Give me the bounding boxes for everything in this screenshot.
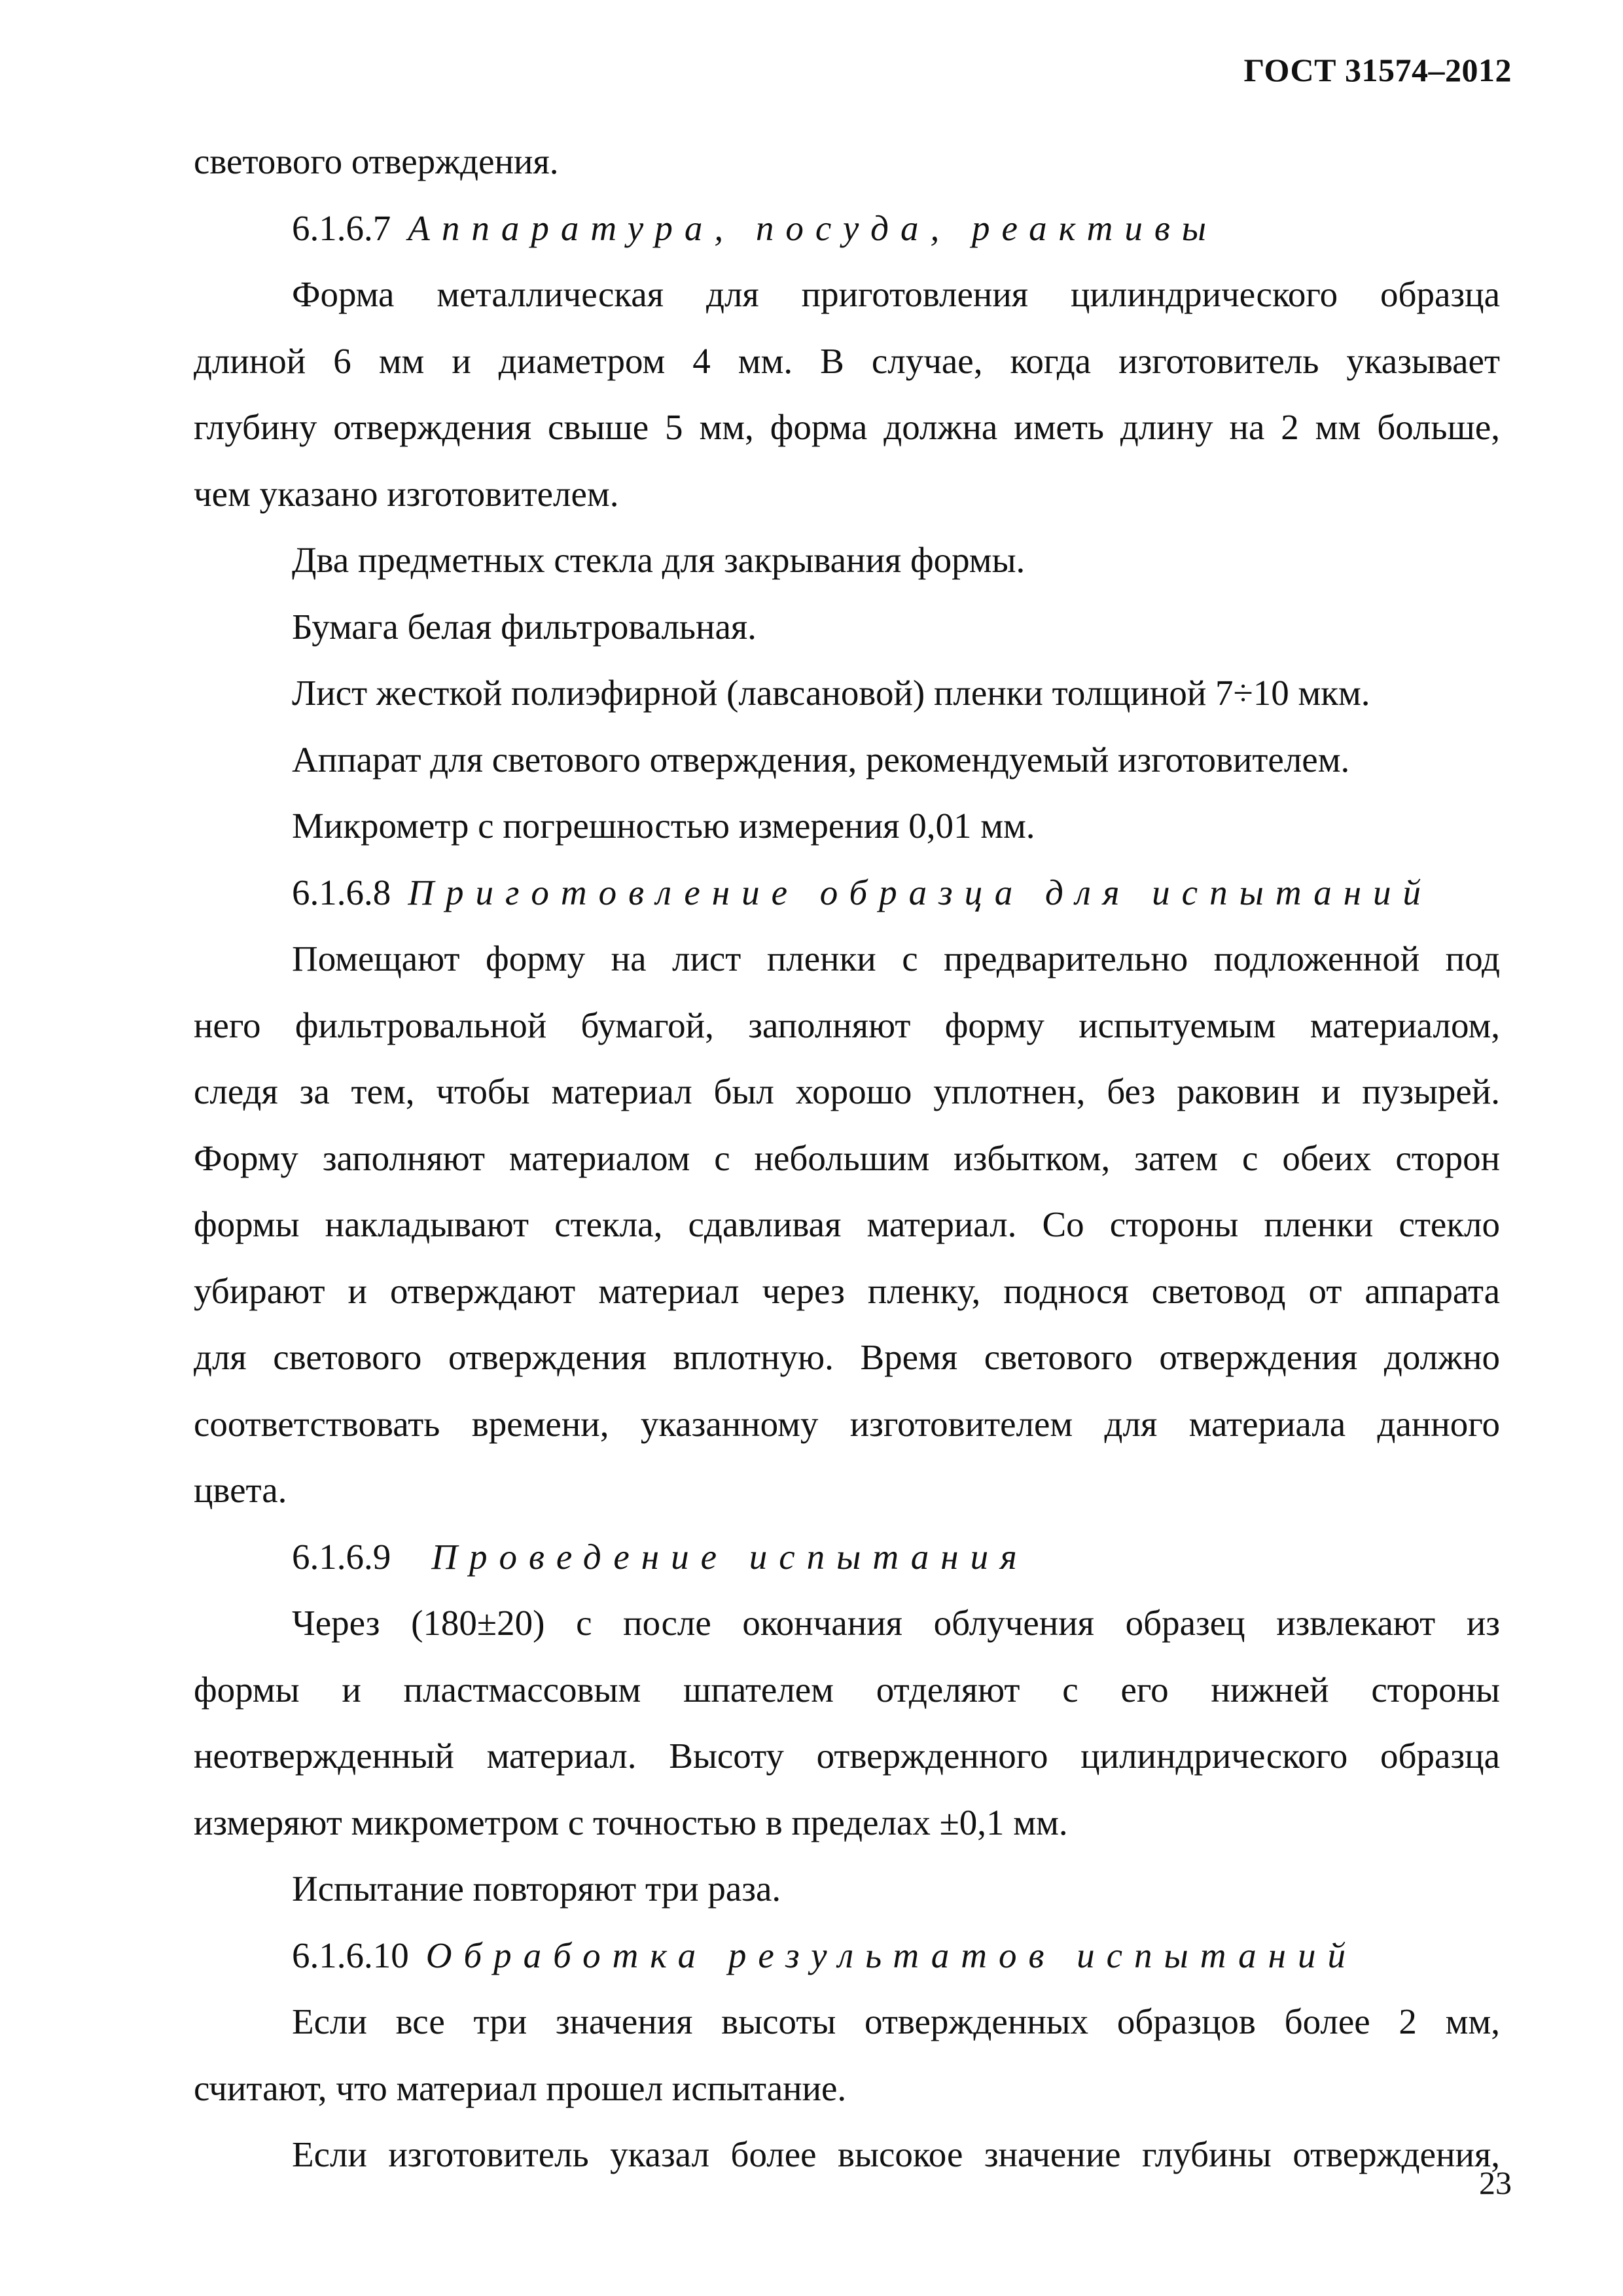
paragraph-line: [194, 1723, 1500, 1789]
section-title: Аппаратура, посуда, реактивы: [408, 207, 1219, 248]
paragraph-line: [194, 328, 1500, 395]
section-title: Обработка результатов испытаний: [425, 1935, 1357, 1975]
text-line: измеряют микрометром с точностью в пределах ±0,1 мм.: [194, 1802, 1068, 1842]
section-title: Приготовление образца для испытаний: [408, 872, 1433, 912]
paragraph: [194, 1856, 1500, 1922]
paragraph-line: [194, 1258, 1500, 1325]
section-number: 6.1.6.10: [292, 1935, 409, 1975]
text-line: Лист жесткой полиэфирной (лавсановой) пленки толщиной 7÷10 мкм.: [292, 673, 1370, 713]
text-line: цвета.: [194, 1470, 287, 1510]
paragraph: [194, 594, 1500, 660]
paragraph-line: [194, 461, 1500, 528]
text-line: Аппарат для светового отверждения, рекомендуемый изготовителем.: [292, 739, 1350, 780]
text-line: Форма металлическая для приготовления цилиндрического образца: [292, 274, 1500, 314]
paragraph-line: [194, 2055, 1500, 2122]
section-heading: [194, 195, 1500, 262]
paragraph-line: [194, 1789, 1500, 1856]
paragraph-line: [194, 1391, 1500, 1458]
text-line: убирают и отверждают материал через пленку, поднося световод от аппарата: [194, 1270, 1500, 1311]
paragraph-line: [194, 1058, 1500, 1125]
paragraph: [194, 1988, 1500, 2055]
text-line: соответствовать времени, указанному изготовителем для материала данного: [194, 1403, 1500, 1444]
paragraph: [194, 1590, 1500, 1657]
section-number: 6.1.6.8: [292, 872, 391, 912]
text-line: длиной 6 мм и диаметром 4 мм. В случае, когда изготовитель указывает: [194, 340, 1500, 381]
paragraph: [194, 261, 1500, 328]
body-text: [194, 128, 1500, 2188]
section-heading: [194, 859, 1500, 926]
paragraph-line: [194, 1125, 1500, 1192]
text-line: Если все три значения высоты отвержденных образцов более 2 мм,: [292, 2001, 1500, 2041]
text-line: Помещают форму на лист пленки с предварительно подложенной под: [292, 939, 1500, 978]
text-line: следя за тем, чтобы материал был хорошо уплотнен, без раковин и пузырей.: [194, 1071, 1500, 1111]
text-line: Если изготовитель указал более высокое значение глубины отверждения,: [292, 2134, 1500, 2174]
text-line: Два предметных стекла для закрывания формы.: [292, 540, 1026, 580]
section-number: 6.1.6.9: [292, 1536, 391, 1577]
text-line: чем указано изготовителем.: [194, 473, 619, 514]
paragraph-line: [194, 1324, 1500, 1391]
paragraph: [194, 527, 1500, 594]
paragraph: [194, 726, 1500, 793]
page-number: 23: [1479, 2164, 1512, 2201]
text-line: светового отверждения.: [194, 141, 559, 181]
document-code: ГОСТ 31574–2012: [1243, 52, 1512, 88]
paragraph-line: [194, 1457, 1500, 1524]
text-line: Микрометр с погрешностью измерения 0,01 мм.: [292, 806, 1035, 846]
paragraph-line: [194, 394, 1500, 461]
section-heading: [194, 1922, 1500, 1989]
text-line: Бумага белая фильтровальная.: [292, 606, 757, 647]
text-line: Через (180±20) с после окончания облучения образец извлекают из: [292, 1603, 1500, 1643]
paragraph: [194, 793, 1500, 859]
paragraph-line: [194, 1657, 1500, 1723]
section-title: Проведение испытания: [431, 1536, 1029, 1577]
paragraph: [194, 128, 1500, 195]
paragraph: [194, 925, 1500, 992]
paragraph: [194, 2121, 1500, 2188]
text-line: Испытание повторяют три раза.: [292, 1869, 781, 1909]
text-line: формы и пластмассовым шпателем отделяют с его нижней стороны: [194, 1669, 1500, 1710]
paragraph: [194, 660, 1500, 726]
paragraph-line: [194, 992, 1500, 1059]
section-number: 6.1.6.7: [292, 207, 391, 248]
text-line: Форму заполняют материалом с небольшим избытком, затем с обеих сторон: [194, 1138, 1500, 1178]
text-line: формы накладывают стекла, сдавливая материал. Со стороны пленки стекло: [194, 1204, 1500, 1244]
section-heading: [194, 1524, 1500, 1590]
text-line: него фильтровальной бумагой, заполняют форму испытуемым материалом,: [194, 1005, 1500, 1045]
text-line: неотвержденный материал. Высоту отвержденного цилиндрического образца: [194, 1736, 1500, 1776]
text-line: считают, что материал прошел испытание.: [194, 2068, 847, 2108]
text-line: глубину отверждения свыше 5 мм, форма должна иметь длину на 2 мм больше,: [194, 407, 1500, 447]
paragraph-line: [194, 1191, 1500, 1258]
text-line: для светового отверждения вплотную. Время светового отверждения должно: [194, 1337, 1500, 1377]
